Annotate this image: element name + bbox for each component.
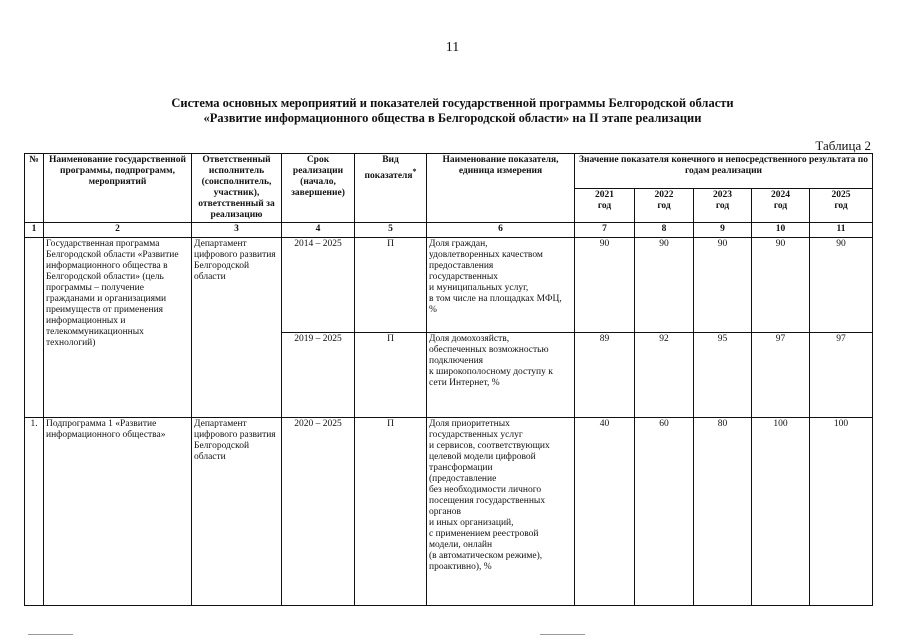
row-value-2024: 97 [752,333,810,418]
column-number: 5 [355,223,427,238]
column-number: 6 [427,223,575,238]
footnote-mark: * [412,167,417,176]
header-indicator-type [355,154,427,223]
row-value-2021: 40 [575,418,635,606]
header-year: 2022 год [635,188,694,223]
header-values-group: Значение показателя конечного и непосредственного результата по годам реализации [575,154,873,189]
title-line-1: Система основных мероприятий и показателей государственной программы Белгородской области [171,96,734,110]
title-line-2: «Развитие информационного общества в Белгородской области» на II этапе реализации [203,111,702,125]
row-value-2025: 100 [810,418,873,606]
header-type-label: Вид показателя [364,155,413,182]
row-value-2022: 60 [635,418,694,606]
header-year: 2023 год [694,188,752,223]
row-value-2023: 90 [694,238,752,333]
row-num [25,238,44,418]
table-row [25,418,873,606]
row-value-2022: 90 [635,238,694,333]
row-program-name: Подпрограмма 1 «Развитие информационного общества» [44,418,192,606]
table-caption: Таблица 2 [815,138,871,153]
program-indicators-table [24,153,873,606]
header-year: 2025 год [810,188,873,223]
row-executor: Департамент цифрового развития Белгородской области [192,418,282,606]
row-indicator-name: Доля приоритетных государственных услуг и сервисов, соответствующих целевой модели цифровой трансформации (предоставление без необходимости личного посещения государственных органов и иных организаций, с применением реестровой модели, онлайн (в автоматическом режиме), проактивно), % [427,418,575,606]
header-term: Срок реализации (начало, завершение) [282,154,355,223]
row-value-2021: 89 [575,333,635,418]
header-name: Наименование государственной программы, подпрограмм, мероприятий [44,154,192,223]
row-value-2025: 90 [810,238,873,333]
column-number: 8 [635,223,694,238]
column-number: 1 [25,223,44,238]
page-edge-divider [540,634,585,635]
row-indicator-type: П [355,238,427,333]
column-number: 4 [282,223,355,238]
row-value-2024: 100 [752,418,810,606]
row-executor: Департамент цифрового развития Белгородской области [192,238,282,418]
column-number: 9 [694,223,752,238]
header-year: 2024 год [752,188,810,223]
header-executor: Ответственный исполнитель (соисполнитель, участник), ответственный за реализацию [192,154,282,223]
row-indicator-name: Доля граждан, удовлетворенных качеством предоставления государственных и муниципальных услуг, в том числе на площадках МФЦ, % [427,238,575,333]
column-number: 3 [192,223,282,238]
row-value-2021: 90 [575,238,635,333]
page-number: 11 [445,40,460,55]
row-indicator-type: П [355,333,427,418]
row-value-2023: 95 [694,333,752,418]
header-indicator-name: Наименование показателя, единица измерения [427,154,575,223]
row-value-2022: 92 [635,333,694,418]
table-row [25,238,873,333]
row-value-2023: 80 [694,418,752,606]
row-value-2024: 90 [752,238,810,333]
row-term: 2019 – 2025 [282,333,355,418]
column-number: 10 [752,223,810,238]
column-number: 7 [575,223,635,238]
row-program-name: Государственная программа Белгородской области «Развитие информационного общества в Белгородской области» (цель программы – получение гражданами и организациями преимуществ от применения информационных и телекоммуникационных технологий) [44,238,192,418]
document-title [0,96,905,126]
row-value-2025: 97 [810,333,873,418]
column-number: 2 [44,223,192,238]
row-term: 2020 – 2025 [282,418,355,606]
row-indicator-name: Доля домохозяйств, обеспеченных возможностью подключения к широкополосному доступу к сети Интернет, % [427,333,575,418]
column-number: 11 [810,223,873,238]
row-indicator-type: П [355,418,427,606]
header-num: № [25,154,44,223]
row-term: 2014 – 2025 [282,238,355,333]
header-year: 2021 год [575,188,635,223]
row-num: 1. [25,418,44,606]
page-edge-divider [28,634,73,635]
